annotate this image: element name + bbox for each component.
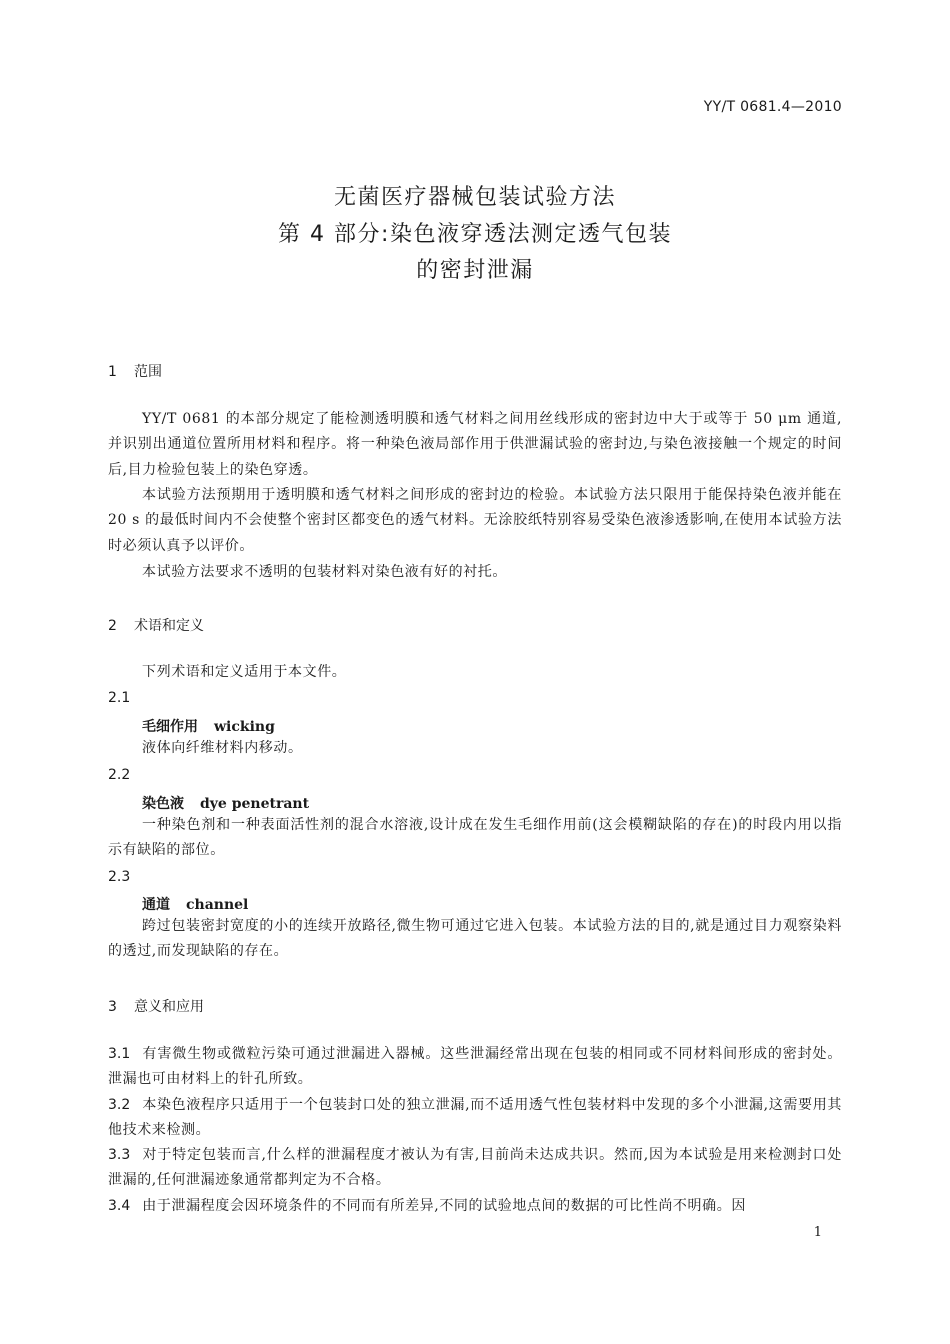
standard-code: YY/T 0681.4—2010 bbox=[703, 99, 842, 115]
clause-3-1 bbox=[108, 1042, 842, 1093]
section-1-paragraph-3: 本试验方法要求不透明的包装材料对染色液有好的衬托。 bbox=[142, 564, 507, 580]
section-title: 术语和定义 bbox=[134, 618, 204, 634]
term-en: wicking bbox=[214, 719, 275, 735]
title-line-2: 第 4 部分:染色液穿透法测定透气包装 bbox=[278, 221, 672, 247]
clause-number: 3.2 bbox=[108, 1097, 131, 1113]
title-line-1: 无菌医疗器械包装试验方法 bbox=[333, 185, 616, 210]
term-heading bbox=[142, 894, 248, 914]
clause-3-3 bbox=[108, 1143, 842, 1194]
section-title: 意义和应用 bbox=[134, 999, 204, 1015]
section-1-paragraph-1: YY/T 0681 的本部分规定了能检测透明膜和透气材料之间用丝线形成的密封边中大于或等于 50 μm 通道,并识别出通道位置所用材料和程序。将一种染色液局部作用于供泄漏试验的密封边,与染色液接触一个规定的时间后,目力检验包装上的染色穿透。 bbox=[108, 411, 842, 478]
clause-3-2 bbox=[108, 1093, 842, 1144]
page-number: 1 bbox=[813, 1225, 822, 1240]
section-1-paragraph-2: 本试验方法预期用于透明膜和透气材料之间形成的密封边的检验。本试验方法只限用于能保持染色液并能在 20 s 的最低时间内不会使整个密封区都变色的透气材料。无涂胶纸特别容易受染色液渗透影响,在使用本试验方法时必须认真予以评价。 bbox=[108, 487, 842, 554]
term-number: 2.3 bbox=[108, 869, 131, 885]
term-definition: 跨过包装密封宽度的小的连续开放路径,微生物可通过它进入包装。本试验方法的目的,就是通过目力观察染料的透过,而发现缺陷的存在。 bbox=[108, 918, 842, 960]
section-number: 1 bbox=[108, 364, 117, 380]
clause-3-4 bbox=[108, 1194, 842, 1219]
term-zh: 毛细作用 bbox=[142, 719, 198, 735]
clause-text: 有害微生物或微粒污染可通过泄漏进入器械。这些泄漏经常出现在包装的相同或不同材料间形成的密封处。泄漏也可由材料上的针孔所致。 bbox=[108, 1046, 842, 1088]
term-definition: 液体向纤维材料内移动。 bbox=[142, 740, 303, 756]
document-title bbox=[0, 180, 950, 290]
clause-number: 3.3 bbox=[108, 1147, 131, 1163]
section-title: 范围 bbox=[134, 364, 162, 380]
term-heading bbox=[142, 716, 275, 736]
section-3-heading bbox=[108, 996, 204, 1016]
term-zh: 通道 bbox=[142, 897, 170, 913]
title-line-3: 的密封泄漏 bbox=[416, 258, 534, 283]
section-1-heading bbox=[108, 361, 162, 381]
clause-number: 3.4 bbox=[108, 1198, 131, 1214]
clause-text: 由于泄漏程度会因环境条件的不同而有所差异,不同的试验地点间的数据的可比性尚不明确。因 bbox=[142, 1198, 746, 1214]
term-number: 2.2 bbox=[108, 767, 131, 783]
term-zh: 染色液 bbox=[142, 796, 184, 812]
term-heading bbox=[142, 793, 309, 813]
term-en: channel bbox=[186, 897, 249, 913]
clause-text: 本染色液程序只适用于一个包装封口处的独立泄漏,而不适用透气性包装材料中发现的多个小泄漏,这需要用其他技术来检测。 bbox=[108, 1097, 842, 1139]
term-definition: 一种染色剂和一种表面活性剂的混合水溶液,设计成在发生毛细作用前(这会模糊缺陷的存在)的时段内用以指示有缺陷的部位。 bbox=[108, 817, 842, 859]
term-en: dye penetrant bbox=[200, 796, 310, 812]
section-2-heading bbox=[108, 615, 204, 635]
section-number: 2 bbox=[108, 618, 117, 634]
clause-text: 对于特定包装而言,什么样的泄漏程度才被认为有害,目前尚未达成共识。然而,因为本试验是用来检测封口处泄漏的,任何泄漏迹象通常都判定为不合格。 bbox=[108, 1147, 842, 1189]
section-2-intro: 下列术语和定义适用于本文件。 bbox=[142, 664, 347, 680]
clause-number: 3.1 bbox=[108, 1046, 131, 1062]
term-number: 2.1 bbox=[108, 690, 131, 706]
section-number: 3 bbox=[108, 999, 117, 1015]
